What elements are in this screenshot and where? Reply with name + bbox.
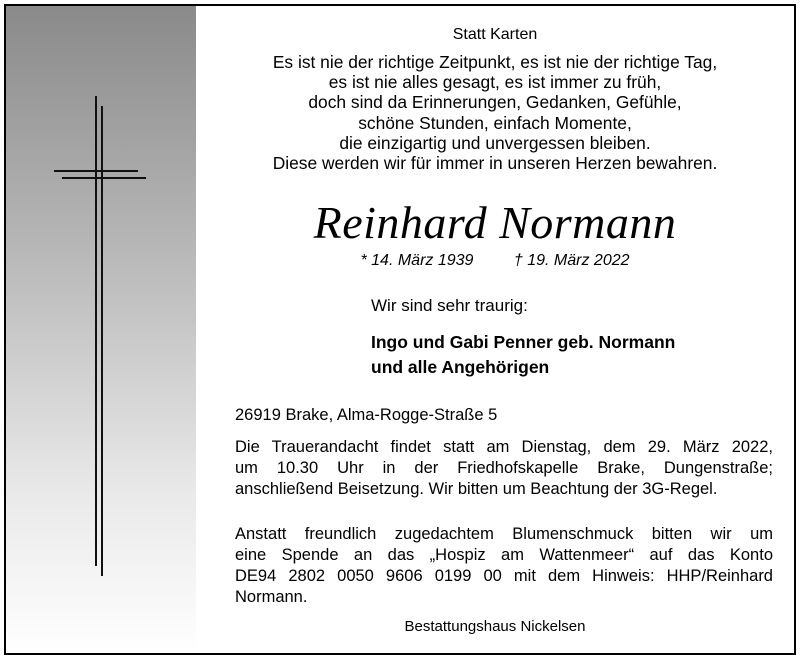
donation-line: DE94 2802 0050 9606 0199 00 mit dem Hinweis: HHP/Reinhard (235, 567, 773, 585)
poem-line: Diese werden wir für immer in unseren Herzen bewahren. (272, 153, 718, 174)
mourners-intro: Wir sind sehr traurig: (371, 296, 528, 315)
service-line: anschließend Beisetzung. Wir bitten um Beachtung der 3G-Regel. (235, 480, 718, 498)
deceased-name: Reinhard Normann (313, 197, 677, 248)
mourner-line: Ingo und Gabi Penner geb. Normann (371, 332, 676, 352)
address: 26919 Brake, Alma-Rogge-Straße 5 (235, 406, 498, 424)
donation-line: Normann. (235, 588, 308, 606)
poem-line: Es ist nie der richtige Zeitpunkt, es ist nie der richtige Tag, (272, 52, 718, 72)
death-date: † 19. März 2022 (513, 252, 630, 269)
poem-line: schöne Stunden, einfach Momente, (358, 112, 632, 133)
service-info (235, 437, 773, 500)
obituary-notice (4, 4, 796, 655)
poem-line: es ist nie alles gesagt, es ist immer zu früh, (328, 72, 662, 93)
cross-vertical-line (95, 96, 97, 566)
donation-line: Anstatt freundlich zugedachtem Blumenschmuck bitten wir um (235, 525, 773, 543)
service-line: Die Trauerandacht findet statt am Dienstag, dem 29. März 2022, (235, 438, 773, 456)
life-dates (196, 252, 794, 270)
header-text: Statt Karten (452, 26, 538, 43)
birth-date: * 14. März 1939 (360, 252, 474, 269)
mourners-list (371, 330, 675, 380)
poem-line: die einzigartig und unvergessen bleiben. (339, 132, 651, 153)
mourner-line: und alle Angehörigen (371, 357, 550, 377)
poem (196, 52, 794, 173)
service-line: um 10.30 Uhr in der Friedhofskapelle Brake, Dungenstraße; (235, 459, 773, 477)
cross-horizontal-line (54, 170, 138, 172)
poem-line: doch sind da Erinnerungen, Gedanken, Gefühle, (308, 92, 682, 113)
cross-horizontal-line (62, 177, 146, 179)
donation-line: eine Spende an das „Hospiz am Wattenmeer“ auf das Konto (235, 546, 773, 564)
donation-info (235, 524, 773, 608)
funeral-home: Bestattungshaus Nickelsen (404, 618, 586, 635)
